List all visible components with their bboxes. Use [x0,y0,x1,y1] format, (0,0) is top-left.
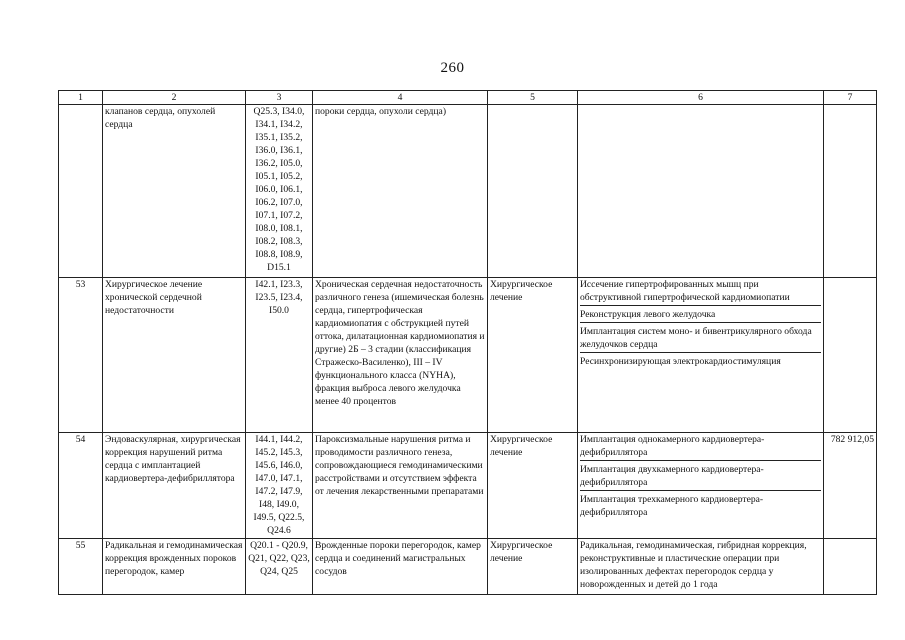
treatment-type: Хирургическое лечение [488,278,578,433]
method-item: Имплантация двухкамерного кардиовертера-дефибриллятора [580,463,821,491]
table-row [59,105,877,278]
column-number: 5 [488,91,578,105]
icd-codes: I44.1, I44.2, I45.2, I45.3, I45.6, I46.0, I47.0, I47.1, I47.2, I47.9, I48, I49.0, I49.5, Q22.5, Q24.6 [246,433,313,539]
cost-value: 782 912,05 [824,433,877,539]
treatment-type: Хирургическое лечение [488,539,578,595]
treatment-type: Хирургическое лечение [488,433,578,539]
cost-value [824,105,877,278]
cost-value [824,539,877,595]
treatment-methods [578,105,824,278]
column-number: 1 [59,91,103,105]
method-item: Радикальная, гемодинамическая, гибридная коррекция, реконструктивные и пластические операции при изолированных дефектах перегородок сердца у новорожденных и детей до 1 года [580,540,807,590]
method-item: Имплантация систем моно- и бивентрикулярного обхода желудочков сердца [580,325,821,353]
column-number-row [59,91,877,105]
table-row [59,433,877,539]
row-number: 55 [59,539,103,595]
patient-model: Пароксизмальные нарушения ритма и проводимости различного генеза, сопровождающиеся гемодинамическими расстройствами и отсутствием эффекта от лечения лекарственными препаратами [313,433,488,539]
row-number: 53 [59,278,103,433]
care-type-name: Хирургическое лечение хронической сердечной недостаточности [103,278,246,433]
column-number: 7 [824,91,877,105]
table-row [59,539,877,595]
care-type-name: клапанов сердца, опухолей сердца [103,105,246,278]
method-item: Реконструкция левого желудочка [580,308,821,323]
treatment-methods [578,278,824,433]
icd-codes: Q25.3, I34.0, I34.1, I34.2, I35.1, I35.2, I36.0, I36.1, I36.2, I05.0, I05.1, I05.2, I06.0, I06.1, I06.2, I07.0, I07.1, I07.2, I08.0, I08.1, I08.2, I08.3, I08.8, I08.9, D15.1 [246,105,313,278]
icd-codes: Q20.1 - Q20.9, Q21, Q22, Q23, Q24, Q25 [246,539,313,595]
column-number: 2 [103,91,246,105]
row-number [59,105,103,278]
medical-care-table [58,90,877,595]
patient-model: Хроническая сердечная недостаточность различного генеза (ишемическая болезнь сердца, гипертрофическая кардиомиопатия с обструкцией путей оттока, дилатационная кардиомиопатия и другие) 2Б – 3 стадии (классификация Стражеско-Василенко), III – IV функционального класса (NYHA), фракция выброса левого желудочка менее 40 процентов [313,278,488,433]
care-type-name: Радикальная и гемодинамическая коррекция врожденных пороков перегородок, камер [103,539,246,595]
patient-model: Врожденные пороки перегородок, камер сердца и соединений магистральных сосудов [313,539,488,595]
method-item: Иссечение гипертрофированных мышц при обструктивной гипертрофической кардиомиопатии [580,278,821,306]
method-item: Имплантация однокамерного кардиовертера-дефибриллятора [580,433,821,461]
method-item: Ресинхронизирующая электрокардиостимуляция [580,356,781,367]
care-type-name: Эндоваскулярная, хирургическая коррекция нарушений ритма сердца с имплантацией кардиовертера-дефибриллятора [103,433,246,539]
column-number: 4 [313,91,488,105]
icd-codes: I42.1, I23.3, I23.5, I23.4, I50.0 [246,278,313,433]
column-number: 6 [578,91,824,105]
patient-model: пороки сердца, опухоли сердца) [313,105,488,278]
treatment-methods [578,539,824,595]
treatment-methods [578,433,824,539]
treatment-type [488,105,578,278]
page-number: 260 [440,60,465,76]
table-row [59,278,877,433]
cost-value [824,278,877,433]
row-number: 54 [59,433,103,539]
method-item: Имплантация трехкамерного кардиовертера-дефибриллятора [580,494,764,518]
column-number: 3 [246,91,313,105]
